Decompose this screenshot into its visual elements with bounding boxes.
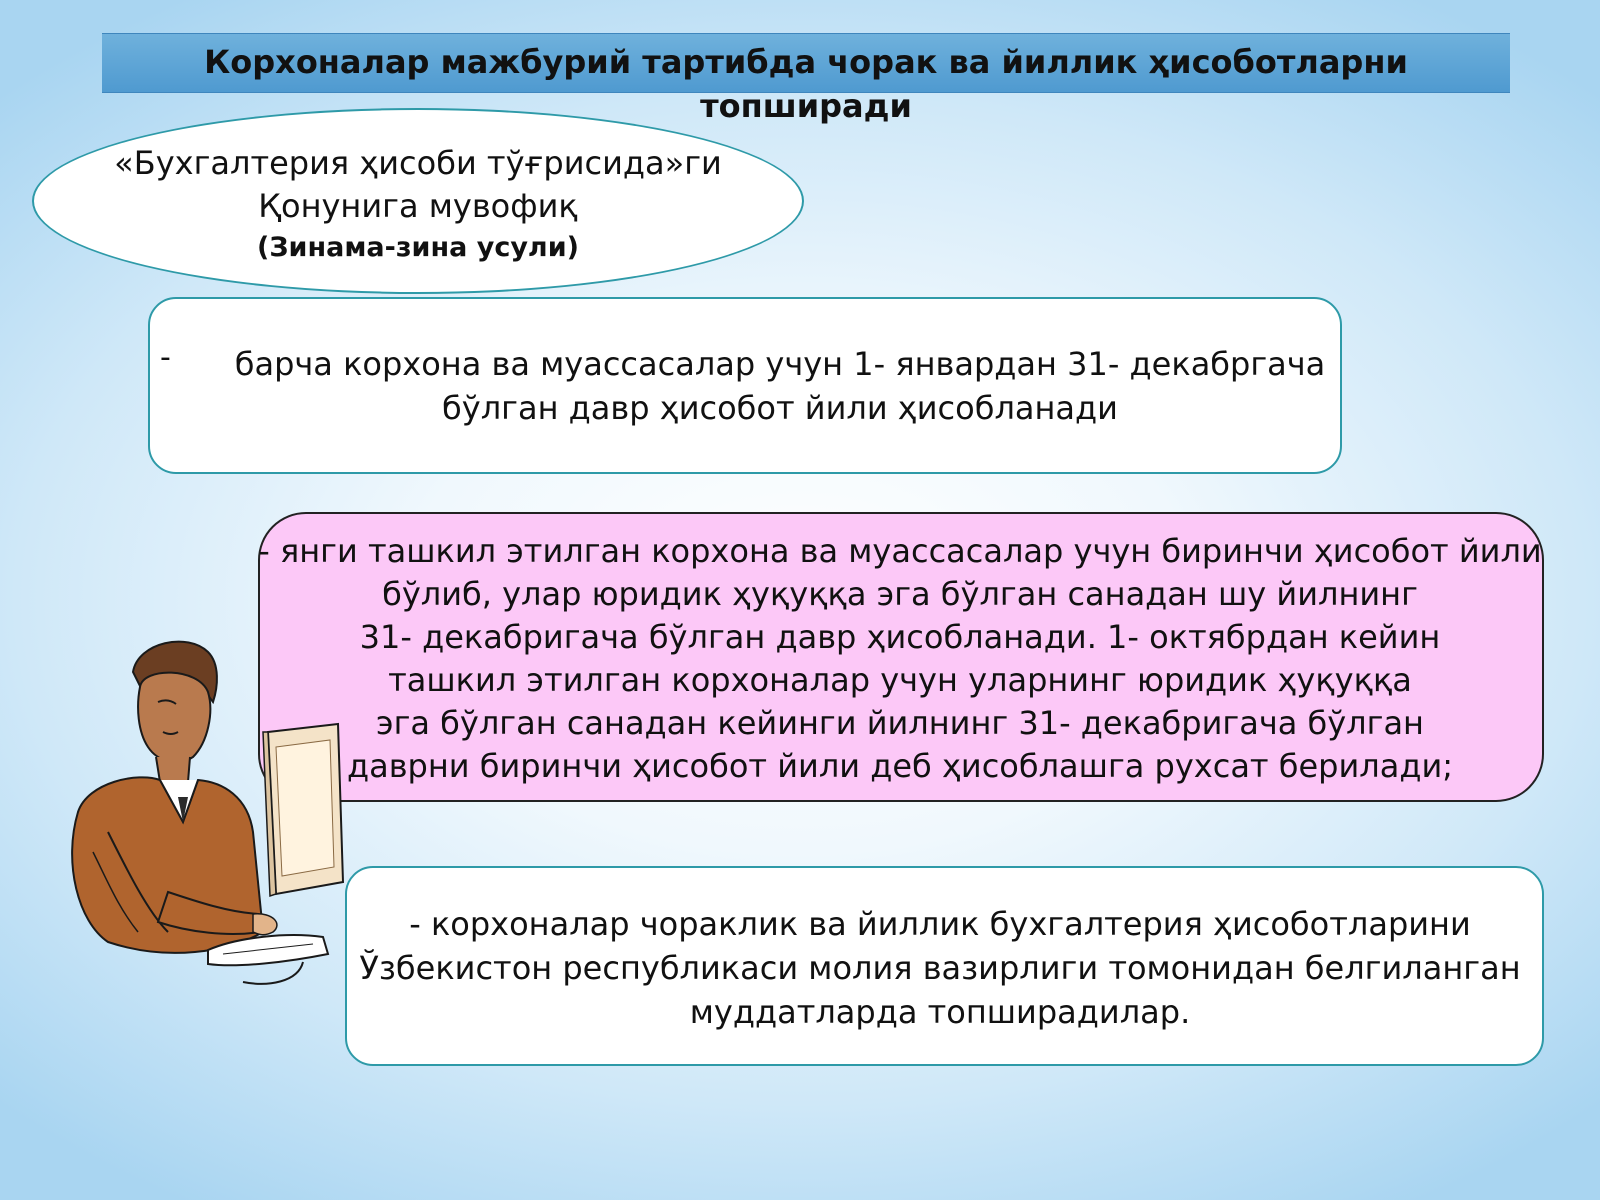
new-enterprise-line-1: - янги ташкил этилган корхона ва муассасалар учун биринчи ҳисобот йили bbox=[258, 532, 1542, 570]
new-enterprise-line-4: ташкил этилган корхоналар учун уларнинг юридик ҳуқуққа bbox=[388, 661, 1412, 699]
law-reference-text bbox=[32, 142, 804, 268]
title-line-2: топширади bbox=[700, 87, 912, 125]
law-reference-method: (Зинама-зина усули) bbox=[257, 232, 579, 263]
new-enterprise-line-6: даврни биринчи ҳисобот йили деб ҳисоблашга рухсат берилади; bbox=[346, 747, 1454, 785]
submission-deadline-text bbox=[340, 902, 1540, 1034]
reporting-year-text bbox=[200, 342, 1360, 430]
submission-deadline-line-2: Ўзбекистон республикаси молия вазирлиги томонидан белгиланган bbox=[359, 949, 1521, 987]
submission-deadline-line-1: - корхоналар чораклик ва йиллик бухгалтерия ҳисоботларини bbox=[409, 905, 1471, 943]
law-reference-line-1: «Бухгалтерия ҳисоби тўғрисида»ги bbox=[114, 144, 722, 182]
title-line-1: Корхоналар мажбурий тартибда чорак ва йиллик ҳисоботларни bbox=[204, 43, 1408, 81]
new-enterprise-line-3: 31- декабригача бўлган давр ҳисобланади. 1- октябрдан кейин bbox=[359, 618, 1441, 656]
new-enterprise-text bbox=[230, 530, 1570, 788]
reporting-year-line-1: барча корхона ва муассасалар учун 1- январдан 31- декабргача bbox=[234, 345, 1326, 383]
law-reference-line-2: Қонунига мувофиқ bbox=[258, 187, 578, 225]
new-enterprise-line-2: бўлиб, улар юридик ҳуқуққа эга бўлган санадан шу йилнинг bbox=[382, 575, 1418, 613]
reporting-year-line-2: бўлган давр ҳисобот йили ҳисобланади bbox=[442, 389, 1118, 427]
new-enterprise-line-5: эга бўлган санадан кейинги йилнинг 31- декабригача бўлган bbox=[376, 704, 1424, 742]
submission-deadline-line-3: муддатларда топширадилар. bbox=[689, 993, 1191, 1031]
reporting-year-dash: - bbox=[160, 340, 171, 375]
